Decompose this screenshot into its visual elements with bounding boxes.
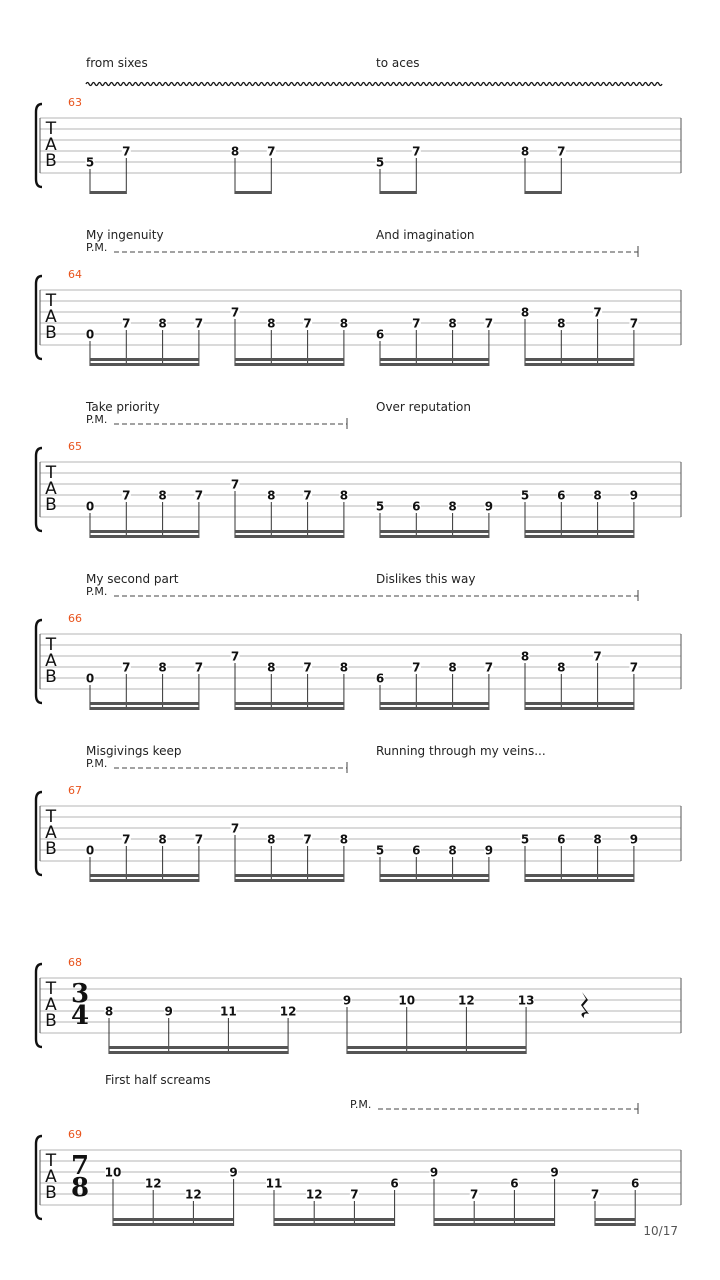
beam [90,707,199,710]
tab-system [36,1073,681,1226]
fret-number: 10 [104,1165,122,1180]
fret-number: 12 [458,993,475,1008]
tab-clef-letter: B [45,839,57,859]
tab-system [36,744,681,882]
fret-number: 8 [520,649,530,664]
fret-number: 8 [267,660,276,675]
beam [90,191,126,194]
lyric-text: Misgivings keep [86,744,182,758]
fret-number: 7 [194,316,204,331]
fret-number: 8 [158,488,167,503]
fret-number: 8 [339,660,349,675]
fret-number: 8 [267,488,276,503]
tab-clef-letter: T [45,463,57,483]
beam-secondary [380,358,489,361]
fret-number: 6 [390,1176,399,1191]
fret-number: 8 [267,832,276,847]
beam-secondary [90,530,199,533]
system-bracket [36,276,42,359]
tab-clef-letter: A [45,823,57,843]
measure-number: 68 [68,956,82,969]
beam-secondary [90,358,199,361]
fret-number: 7 [412,144,421,159]
beam [235,191,271,194]
palm-mute-label: P.M. [86,413,108,426]
fret-number: 10 [398,993,416,1008]
fret-number: 9 [229,1165,238,1180]
fret-number: 8 [557,316,566,331]
beam-secondary [434,1218,555,1221]
fret-number: 5 [375,843,385,858]
beam [380,363,489,366]
fret-number: 11 [220,1004,237,1019]
fret-number: 7 [350,1187,359,1202]
fret-number: 7 [629,660,639,675]
time-signature-bottom: 4 [70,1001,90,1031]
measure-number: 65 [68,440,82,453]
palm-mute-label: P.M. [86,585,108,598]
fret-number: 9 [484,499,494,514]
fret-number: 7 [122,488,131,503]
tab-system [36,400,681,538]
beam [380,879,489,882]
beam-secondary [109,1046,288,1049]
fret-number: 8 [230,144,240,159]
fret-number: 6 [375,327,385,342]
time-signature-top: 3 [70,979,90,1009]
fret-number: 6 [412,499,421,514]
fret-number: 12 [144,1176,162,1191]
lyric-text: Dislikes this way [376,572,476,586]
vibrato-wavy-line [86,83,662,86]
beam [595,1223,635,1226]
lyric-text: First half screams [105,1073,211,1087]
fret-number: 7 [122,832,131,847]
system-bracket [36,104,42,187]
fret-number: 6 [510,1176,519,1191]
fret-number: 7 [122,144,131,159]
fret-number: 9 [164,1004,173,1019]
fret-number: 8 [158,832,167,847]
lyric-text: My second part [86,572,179,586]
beam [109,1051,288,1054]
fret-number: 12 [185,1187,202,1202]
fret-number: 8 [267,316,276,331]
beam-secondary [113,1218,234,1221]
fret-number: 7 [303,316,312,331]
fret-number: 6 [557,832,566,847]
fret-number: 12 [305,1187,323,1202]
tab-clef-letter: B [45,323,57,343]
fret-number: 7 [230,305,240,320]
fret-number: 5 [520,832,530,847]
fret-number: 7 [303,832,312,847]
fret-number: 7 [557,144,566,159]
fret-number: 5 [375,155,385,170]
fret-number: 8 [448,316,457,331]
fret-number: 6 [375,671,385,686]
beam [90,363,199,366]
fret-number: 8 [448,843,457,858]
tab-clef-letter: A [45,307,57,327]
palm-mute-label: P.M. [86,241,108,254]
beam-secondary [380,702,489,705]
tab-clef-letter: A [45,1167,57,1187]
fret-number: 9 [484,843,494,858]
lyric-text: to aces [376,56,420,70]
fret-number: 7 [412,316,421,331]
fret-number: 9 [629,832,639,847]
tab-clef-letter: B [45,1011,57,1031]
lyric-text: My ingenuity [86,228,164,242]
beam-secondary [595,1218,635,1221]
fret-number: 0 [85,499,95,514]
tab-clef-letter: A [45,479,57,499]
palm-mute-label: P.M. [86,757,108,770]
tab-clef-letter: B [45,667,57,687]
beam [380,707,489,710]
beam [525,363,634,366]
fret-number: 7 [590,1187,600,1202]
fret-number: 7 [470,1187,479,1202]
fret-number: 9 [429,1165,439,1180]
beam [380,535,489,538]
beam-secondary [274,1218,395,1221]
quarter-rest [581,992,589,1018]
tab-clef-letter: T [45,979,57,999]
fret-number: 9 [629,488,639,503]
beam [235,879,344,882]
beam [525,707,634,710]
tab-clef-letter: T [45,807,57,827]
fret-number: 8 [557,660,566,675]
tab-system [36,956,681,1054]
tab-system [36,56,681,194]
fret-number: 7 [194,488,204,503]
beam [525,879,634,882]
tab-system [36,228,681,366]
beam [347,1051,526,1054]
fret-number: 8 [339,488,349,503]
fret-number: 8 [448,499,457,514]
beam [434,1223,555,1226]
fret-number: 0 [85,671,95,686]
tab-clef-letter: B [45,151,57,171]
beam-secondary [235,530,344,533]
time-signature-bottom: 8 [70,1173,90,1203]
system-bracket [36,620,42,703]
measure-number: 64 [68,268,82,281]
fret-number: 7 [412,660,421,675]
fret-number: 7 [629,316,639,331]
fret-number: 8 [593,488,602,503]
fret-number: 7 [122,316,131,331]
fret-number: 6 [412,843,421,858]
measure-number: 69 [68,1128,82,1141]
beam-secondary [235,702,344,705]
fret-number: 8 [448,660,457,675]
fret-number: 7 [230,477,240,492]
fret-number: 5 [520,488,530,503]
tab-clef-letter: B [45,495,57,515]
beam-secondary [380,874,489,877]
tab-clef-letter: T [45,1151,57,1171]
tab-system [36,572,681,710]
system-bracket [36,792,42,875]
fret-number: 8 [520,144,530,159]
fret-number: 5 [375,499,385,514]
fret-number: 9 [550,1165,559,1180]
fret-number: 11 [265,1176,283,1191]
tab-clef-letter: B [45,1183,57,1203]
beam-secondary [90,874,199,877]
fret-number: 7 [194,832,204,847]
fret-number: 0 [85,843,95,858]
measure-number: 66 [68,612,82,625]
tab-clef-letter: A [45,135,57,155]
time-signature-top: 7 [70,1151,90,1181]
page-number: 10/17 [643,1224,678,1238]
lyric-text: Over reputation [376,400,471,414]
beam-secondary [380,530,489,533]
fret-number: 8 [158,316,167,331]
beam [525,191,561,194]
beam [90,879,199,882]
system-bracket [36,964,42,1047]
beam [235,707,344,710]
tab-clef-letter: T [45,119,57,139]
beam-secondary [347,1046,526,1049]
beam-secondary [235,358,344,361]
fret-number: 9 [342,993,352,1008]
lyric-text: from sixes [86,56,148,70]
fret-number: 7 [593,649,602,664]
lyric-text: Running through my veins... [376,744,546,758]
fret-number: 5 [85,155,95,170]
fret-number: 8 [339,832,349,847]
beam-secondary [90,702,199,705]
tab-clef-letter: T [45,635,57,655]
beam [113,1223,234,1226]
beam [525,535,634,538]
fret-number: 6 [557,488,566,503]
fret-number: 7 [122,660,131,675]
fret-number: 8 [158,660,167,675]
fret-number: 12 [279,1004,297,1019]
fret-number: 6 [631,1176,640,1191]
fret-number: 7 [484,316,494,331]
fret-number: 7 [484,660,494,675]
fret-number: 7 [303,660,312,675]
fret-number: 7 [230,821,240,836]
measure-number: 67 [68,784,82,797]
beam [235,535,344,538]
beam [274,1223,395,1226]
fret-number: 0 [85,327,95,342]
measure-number: 63 [68,96,82,109]
beam [235,363,344,366]
tab-clef-letter: A [45,995,57,1015]
lyric-text: And imagination [376,228,475,242]
beam-secondary [525,702,634,705]
fret-number: 7 [593,305,602,320]
beam-secondary [235,874,344,877]
palm-mute-label: P.M. [350,1098,372,1111]
beam-secondary [525,874,634,877]
beam [380,191,416,194]
lyric-text: Take priority [86,400,160,414]
beam-secondary [525,530,634,533]
system-bracket [36,1136,42,1219]
tab-clef-letter: T [45,291,57,311]
fret-number: 8 [104,1004,114,1019]
tab-clef-letter: A [45,651,57,671]
fret-number: 8 [520,305,530,320]
system-bracket [36,448,42,531]
fret-number: 7 [194,660,204,675]
fret-number: 13 [517,993,535,1008]
fret-number: 8 [593,832,602,847]
fret-number: 7 [303,488,312,503]
beam-secondary [525,358,634,361]
fret-number: 8 [339,316,349,331]
fret-number: 7 [267,144,276,159]
fret-number: 7 [230,649,240,664]
beam [90,535,199,538]
